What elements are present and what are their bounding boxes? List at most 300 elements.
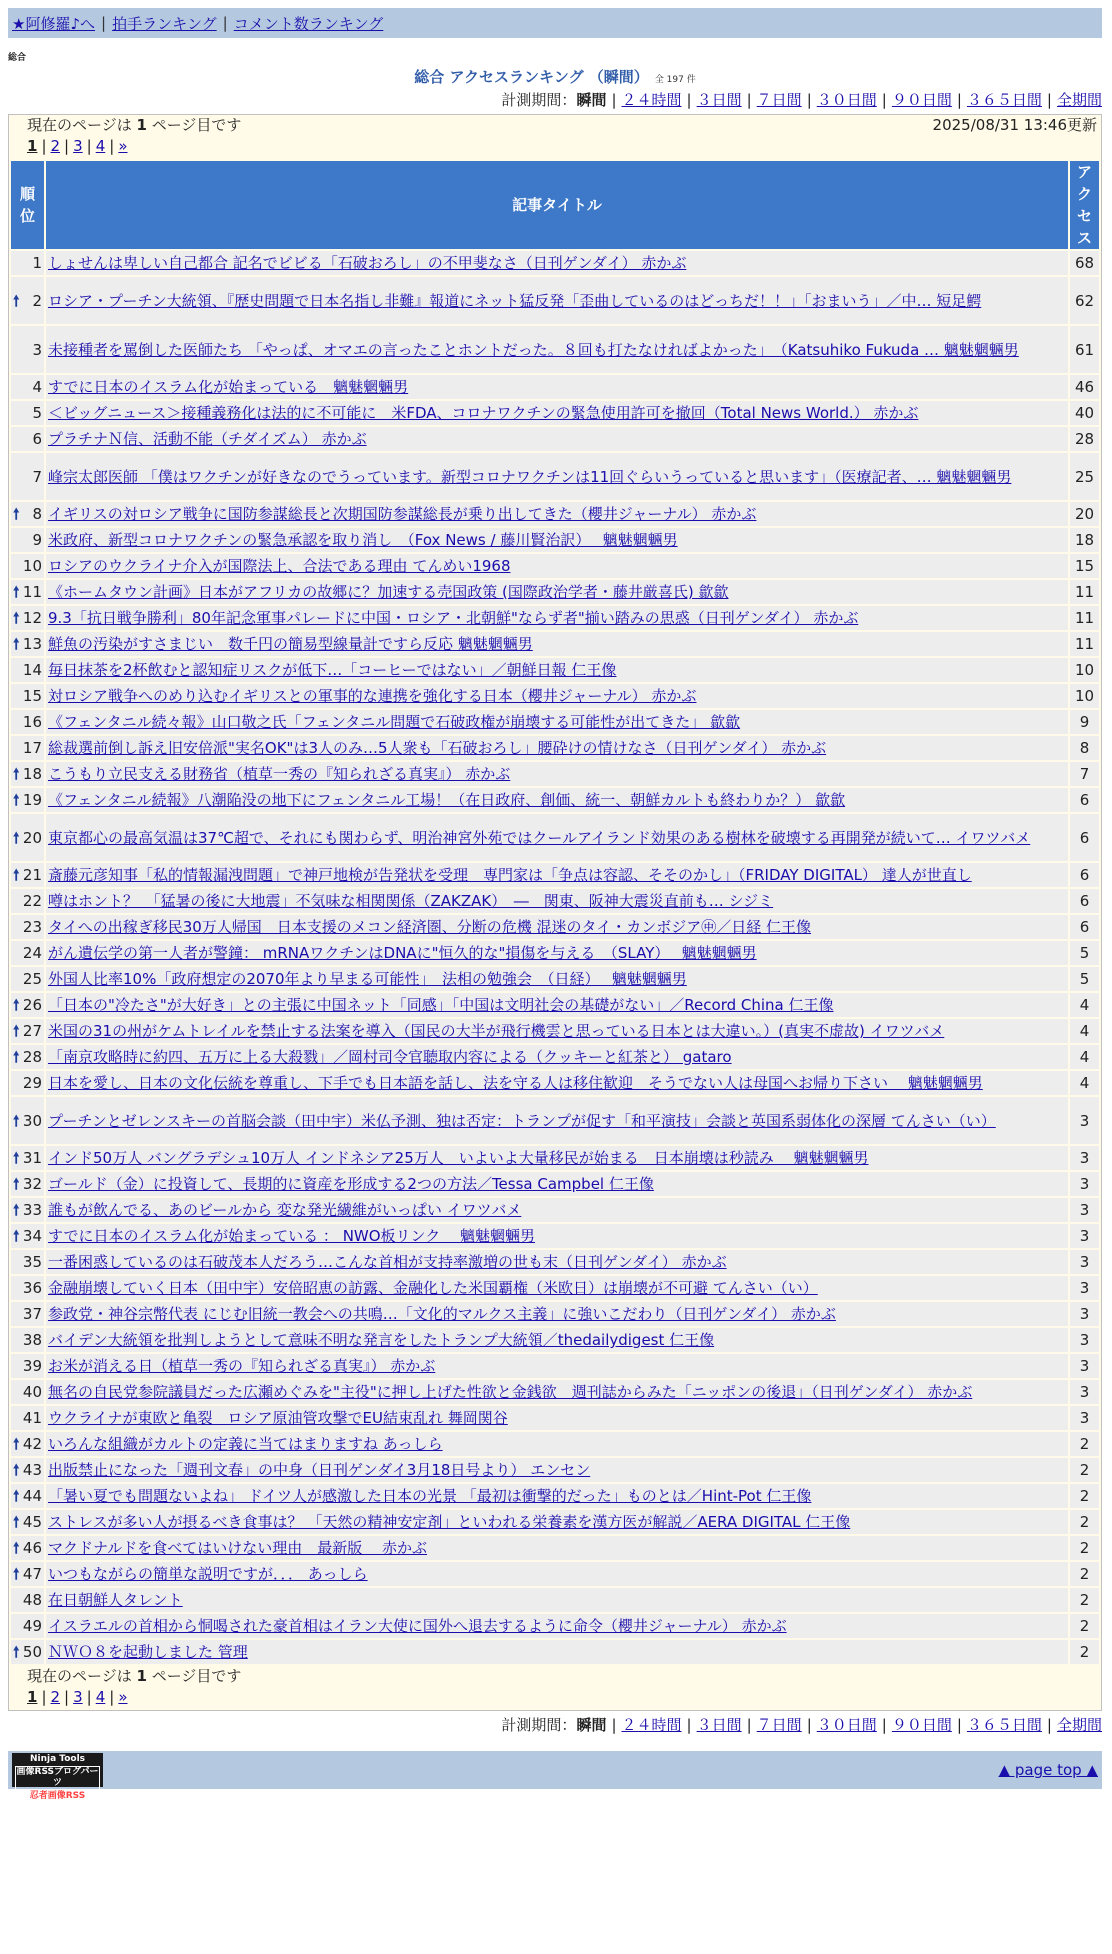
table-row [11,658,1099,682]
page-link-3[interactable]: 3 [73,137,83,155]
period-link-4[interactable]: ９０日間 [891,91,952,109]
article-link[interactable]: 一番困惑しているのは石破茂本人だろう…こんな首相が支持率激増の世も末（日刊ゲンダイ） 赤かぶ [48,1253,727,1271]
article-link[interactable]: バイデン大統領を批判しようとして意味不明な発言をしたトランプ大統領／thedailydigest 仁王像 [48,1331,715,1349]
period-link-1[interactable]: ３日間 [696,91,742,109]
separator: | [41,1688,47,1706]
access-count: 4 [1070,993,1099,1017]
home-link[interactable]: ★阿修羅♪へ [12,14,96,33]
rank-number: 15 [22,687,42,705]
table-row [11,1406,1099,1430]
period-link-2[interactable]: ７日間 [756,1716,802,1734]
rank-cell [11,1172,44,1196]
current-page-text: 現在のページは 1 ページ目です [27,116,242,134]
table-row [11,1354,1099,1378]
access-count: 3 [1070,1224,1099,1248]
separator: | [746,91,752,109]
rank-number: 42 [22,1435,42,1453]
page-title [8,66,1102,88]
article-link[interactable]: こうもり立民支える財務省（植草一秀の『知られざる真実』） 赤かぶ [48,765,511,783]
ranking-title: 総合 アクセスランキング （瞬間） [414,68,649,86]
period-link-3[interactable]: ３０日間 [816,91,877,109]
title-cell [46,941,1068,965]
title-cell [46,993,1068,1017]
title-cell [46,502,1068,526]
article-link[interactable]: すでに日本のイスラム化が始まっている ： NWO板リンク 魑魅魍魎男 [48,1227,536,1245]
access-count: 3 [1070,1097,1099,1144]
pagination-bottom [9,1686,1101,1710]
rank-cell [11,658,44,682]
rank-cell [11,1614,44,1638]
page-link-3[interactable]: 3 [73,1688,83,1706]
article-link[interactable]: 《ホームタウン計画》日本がアフリカの故郷に？加速する売国政策 (国際政治学者・藤井厳喜氏) 歙歙 [48,583,729,601]
article-link[interactable]: 日本を愛し、日本の文化伝統を尊重し、下手でも日本語を話し、法を守る人は移住歓迎 そうでない人は母国へお帰り下さい 魑魅魍魎男 [48,1074,983,1092]
access-count: 3 [1070,1250,1099,1274]
top-nav-bar [8,8,1102,38]
access-count: 40 [1070,401,1099,425]
page-current: 1 [27,137,38,155]
separator: | [109,137,115,155]
rank-cell [11,736,44,760]
article-link[interactable]: 《フェンタニル続々報》山口敬之氏「フェンタニル問題で石破政権が崩壊する可能性が出てきた」 歙歙 [48,713,741,731]
rank-cell [11,684,44,708]
ranking-box [8,114,1102,1711]
table-row [11,1432,1099,1456]
rank-cell [11,762,44,786]
access-count: 6 [1070,788,1099,812]
page-link-2[interactable]: 2 [50,137,61,155]
article-link[interactable]: 在日朝鮮人タレント [48,1591,183,1609]
rank-number: 21 [22,866,42,884]
article-link[interactable]: 9.3「抗日戦争勝利」80年記念軍事パレードに中国・ロシア・北朝鮮"ならず者"揃い踏みの思惑（日刊ゲンダイ） 赤かぶ [48,609,859,627]
access-count: 6 [1070,814,1099,861]
rank-number: 10 [22,557,42,575]
table-row [11,889,1099,913]
article-link[interactable]: 東京都心の最高気温は37℃超で、それにも関わらず、明治神宮外苑ではクールアイランド効果のある樹林を破壊する再開発が続いて… イワツバメ [48,828,1031,847]
rank-cell [11,401,44,425]
access-count: 2 [1070,1484,1099,1508]
access-count: 28 [1070,427,1099,451]
table-row [11,528,1099,552]
access-count: 11 [1070,606,1099,630]
title-cell [46,1458,1068,1482]
title-cell [46,632,1068,656]
access-count: 2 [1070,1562,1099,1586]
table-row [11,1250,1099,1274]
rank-cell [11,1224,44,1248]
table-row [11,1614,1099,1638]
table-row [11,554,1099,578]
rank-cell [11,251,44,275]
access-count: 2 [1070,1510,1099,1534]
title-cell [46,1045,1068,1069]
access-count: 6 [1070,863,1099,887]
article-link[interactable]: いつもながらの簡単な説明ですが．．． あっしら [48,1565,368,1583]
rank-up-arrow-icon: 🠕 [13,1111,20,1130]
article-link[interactable]: プラチナＮ信、活動不能（チダイズム） 赤かぶ [48,430,367,448]
article-link[interactable]: 「南京攻略時に約四、五万に上る大殺戮」／岡村司令官聴取内容による（クッキーと紅茶と） gataro [48,1048,732,1066]
rank-number: 29 [22,1074,42,1092]
period-link-6[interactable]: 全期間 [1056,91,1102,109]
table-row [11,326,1099,373]
table-row [11,1302,1099,1326]
title-cell [46,1536,1068,1560]
page-info-bottom [9,1666,1101,1686]
ranking-rows [11,251,1099,1664]
separator: | [611,91,617,109]
rank-up-arrow-icon: 🠕 [13,828,20,847]
period-link-0[interactable]: ２４時間 [621,91,682,109]
table-row [11,788,1099,812]
rank-number: 41 [22,1409,42,1427]
page-link-»[interactable]: » [118,137,128,155]
title-cell [46,1146,1068,1170]
rank-number: 24 [22,944,42,962]
access-count: 5 [1070,941,1099,965]
total-count: 全 197 件 [654,75,696,85]
article-link[interactable]: 未接種者を罵倒した医師たち 「やっぱ、オマエの言ったことホントだった。８回も打たなければよかった」 （Katsuhiko Fukuda … 魑魅魍魎男 [48,340,1019,359]
title-cell [46,1328,1068,1352]
article-link[interactable]: 米政府、新型コロナワクチンの緊急承認を取り消し （Fox News / 藤川賢治訳） 魑魅魍魎男 [48,531,678,549]
title-cell [46,863,1068,887]
title-cell [46,1302,1068,1326]
title-cell [46,326,1068,373]
rank-up-arrow-icon: 🠕 [13,1461,20,1479]
rank-cell [11,941,44,965]
table-row [11,1328,1099,1352]
access-count: 3 [1070,1146,1099,1170]
title-cell [46,1224,1068,1248]
rank-cell [11,1380,44,1404]
article-link[interactable]: 無名の自民党参院議員だった広瀬めぐみを"主役"に押し上げた性欲と金銭欲 週刊誌からみた「ニッポンの後退」（日刊ゲンダイ） 赤かぶ [48,1383,973,1401]
table-row [11,1198,1099,1222]
period-current: 瞬間 [576,91,607,109]
article-link[interactable]: お米が消える日（植草一秀の『知られざる真実』） 赤かぶ [48,1357,436,1375]
rank-cell [11,1484,44,1508]
access-count: 15 [1070,554,1099,578]
rank-cell [11,1562,44,1586]
access-count: 8 [1070,736,1099,760]
rank-up-arrow-icon: 🠕 [13,583,20,601]
rank-number: 33 [22,1201,42,1219]
rank-number: 4 [32,378,42,396]
table-row [11,427,1099,451]
separator: | [956,1716,962,1734]
title-cell [46,658,1068,682]
title-cell [46,1380,1068,1404]
period-selector-top [8,88,1102,112]
rank-cell [11,1198,44,1222]
access-count: 4 [1070,1045,1099,1069]
access-count: 4 [1070,1019,1099,1043]
rank-up-arrow-icon: 🠕 [13,1201,20,1219]
rank-up-arrow-icon: 🠕 [13,996,20,1014]
rank-number: 11 [22,583,42,601]
separator: | [222,14,228,32]
article-link[interactable]: 峰宗太郎医師 「僕はワクチンが好きなのでうっています。新型コロナワクチンは11回ぐらいうっていると思います」（医療記者、… 魑魅魍魎男 [48,467,1012,486]
rank-cell [11,1588,44,1612]
table-row [11,580,1099,604]
access-count: 46 [1070,375,1099,399]
access-count: 4 [1070,1071,1099,1095]
title-cell [46,788,1068,812]
separator: | [686,1716,692,1734]
table-row [11,736,1099,760]
title-cell [46,1406,1068,1430]
article-link[interactable]: ロシア・プーチン大統領、『歴史問題で日本名指し非難』報道にネット猛反発「歪曲しているのはどっちだ！！」「おまいう」／中… 短足鰐 [48,291,982,310]
page-link-»[interactable]: » [118,1688,128,1706]
title-cell [46,1432,1068,1456]
access-count: 3 [1070,1198,1099,1222]
period-link-4[interactable]: ９０日間 [891,1716,952,1734]
separator: | [64,1688,70,1706]
page-top-link[interactable]: ▲ page top ▲ [998,1761,1098,1779]
rank-up-arrow-icon: 🠕 [13,1149,20,1167]
article-link[interactable]: ストレスが多い人が摂るべき食事は？ 「天然の精神安定剤」といわれる栄養素を漢方医が解説／AERA DIGITAL 仁王像 [48,1513,851,1531]
title-cell [46,277,1068,324]
article-link[interactable]: 誰もが飲んでる、あのビールから 変な発光繊維がいっぱい イワツバメ [48,1201,522,1219]
article-link[interactable]: 毎日抹茶を2杯飲むと認知症リスクが低下…「コーヒーではない」／朝鮮日報 仁王像 [48,661,617,679]
rank-number: 43 [22,1461,42,1479]
article-link[interactable]: ウクライナが東欧と亀裂 ロシア原油管攻撃でEU結束乱れ 舞岡関谷 [48,1409,508,1427]
access-count: 3 [1070,1406,1099,1430]
title-cell [46,1276,1068,1300]
rank-header: 順 位 [11,161,44,249]
applause-ranking-link[interactable]: 拍手ランキング [112,14,217,33]
rank-number: 26 [22,996,42,1014]
article-link[interactable]: インド50万人 バングラデシュ10万人 インドネシア25万人 いよいよ大量移民が始まる 日本崩壊は秒読み 魑魅魍魎男 [48,1149,869,1167]
rank-cell [11,788,44,812]
table-row [11,1510,1099,1534]
article-link[interactable]: プーチンとゼレンスキーの首脳会談（田中宇）米仏予測、独は否定：トランプが促す「和平演技」会談と英国系弱体化の深層 てんさい（い） [48,1111,996,1130]
table-row [11,1172,1099,1196]
title-cell [46,528,1068,552]
rank-cell [11,1276,44,1300]
title-cell [46,1588,1068,1612]
rank-number: 27 [22,1022,42,1040]
rank-cell [11,814,44,861]
period-link-5[interactable]: ３６５日間 [966,91,1042,109]
ranking-table [9,159,1101,1666]
rank-cell [11,554,44,578]
separator: | [64,137,70,155]
page-info-top [9,115,1101,135]
article-link[interactable]: 金融崩壊していく日本（田中宇）安倍昭恵の訪露、金融化した米国覇権（米欧日）は崩壊が不可避 てんさい（い） [48,1279,818,1297]
title-cell [46,915,1068,939]
access-count: 68 [1070,251,1099,275]
access-count: 3 [1070,1380,1099,1404]
rank-number: 20 [22,828,42,847]
table-row [11,453,1099,500]
separator: | [881,91,887,109]
rank-number: 8 [32,505,42,523]
access-count: 6 [1070,889,1099,913]
article-link[interactable]: すでに日本のイスラム化が始まっている 魑魅魍魎男 [48,378,409,396]
current-page-text: 現在のページは 1 ページ目です [27,1667,242,1685]
article-link[interactable]: ＜ビッグニュース＞接種義務化は法的に不可能に 米FDA、コロナワクチンの緊急使用許可を撤回（Total News World.） 赤かぶ [48,404,919,422]
rank-number: 7 [32,467,42,486]
table-row [11,684,1099,708]
rank-cell [11,502,44,526]
rank-number: 12 [22,609,42,627]
separator: | [1046,1716,1052,1734]
rank-up-arrow-icon: 🠕 [13,1643,20,1661]
table-row [11,1380,1099,1404]
title-cell [46,1562,1068,1586]
page-link-2[interactable]: 2 [50,1688,61,1706]
article-link[interactable]: 参政党・神谷宗幣代表 にじむ旧統一教会への共鳴…「文化的マルクス主義」に強いこだわり（日刊ゲンダイ） 赤かぶ [48,1305,836,1323]
article-link[interactable]: 《フェンタニル続報》八潮陥没の地下にフェンタニル工場！（在日政府、創価、統一、朝鮮カルトも終わりか？） 歙歙 [48,791,846,809]
rank-number: 18 [22,765,42,783]
title-cell [46,1354,1068,1378]
rank-up-arrow-icon: 🠕 [13,1539,20,1557]
access-count: 20 [1070,502,1099,526]
access-count: 2 [1070,1640,1099,1664]
table-row [11,1640,1099,1664]
rank-up-arrow-icon: 🠕 [13,505,20,523]
rank-number: 40 [22,1383,42,1401]
table-row [11,1484,1099,1508]
rank-cell [11,427,44,451]
period-link-2[interactable]: ７日間 [756,91,802,109]
separator: | [86,137,92,155]
period-link-1[interactable]: ３日間 [696,1716,742,1734]
rank-cell [11,1432,44,1456]
rank-cell [11,1097,44,1144]
period-link-0[interactable]: ２４時間 [621,1716,682,1734]
genre-label: 総合 [8,53,27,63]
rank-cell [11,326,44,373]
access-count: 9 [1070,710,1099,734]
article-link[interactable]: 外国人比率10%「政府想定の2070年より早まる可能性」 法相の勉強会 （日経） 魑魅魍魎男 [48,970,687,988]
rank-cell [11,1146,44,1170]
rank-number: 31 [22,1149,42,1167]
article-link[interactable]: しょせんは卑しい自己都合 記名でビビる「石破おろし」の不甲斐なさ（日刊ゲンダイ） 赤かぶ [48,254,687,272]
article-link[interactable]: 「暑い夏でも問題ないよね」 ドイツ人が感激した日本の光景 「最初は衝撃的だった」ものとは／Hint-Pot 仁王像 [48,1487,812,1505]
table-row [11,1224,1099,1248]
article-link[interactable]: 斎藤元彦知事「私的情報漏洩問題」で神戸地検が告発状を受理 専門家は「争点は容認、そそのかし」（FRIDAY DIGITAL） 達人が世直し [48,866,972,884]
rank-number: 45 [22,1513,42,1531]
article-link[interactable]: 米国の31の州がケムトレイルを禁止する法案を導入（国民の大半が飛行機雲と思っている日本とは大違い。）(真実不虚故) イワツバメ [48,1022,945,1040]
access-count: 3 [1070,1328,1099,1352]
rank-number: 48 [22,1591,42,1609]
page [8,8,1102,1801]
separator: | [806,1716,812,1734]
access-count: 3 [1070,1302,1099,1326]
access-count: 10 [1070,658,1099,682]
table-row [11,1276,1099,1300]
rank-number: 30 [22,1111,42,1130]
title-cell [46,710,1068,734]
comment-ranking-link[interactable]: コメント数ランキング [233,14,384,33]
separator: | [746,1716,752,1734]
article-link[interactable]: ＮＷＯ８を起動しました 管理 [48,1643,248,1661]
rank-cell [11,1458,44,1482]
rank-number: 5 [32,404,42,422]
access-count: 11 [1070,632,1099,656]
rank-up-arrow-icon: 🠕 [13,1022,20,1040]
title-cell [46,967,1068,991]
title-cell [46,453,1068,500]
rank-up-arrow-icon: 🠕 [13,609,20,627]
rank-number: 35 [22,1253,42,1271]
rank-up-arrow-icon: 🠕 [13,765,20,783]
title-cell [46,1172,1068,1196]
ninja-rss-logo[interactable]: Ninja Tools 画像RSSブログパーツ 忍者画像RSS [12,1753,103,1787]
period-link-5[interactable]: ３６５日間 [966,1716,1042,1734]
access-count: 7 [1070,762,1099,786]
rank-number: 39 [22,1357,42,1375]
period-link-3[interactable]: ３０日間 [816,1716,877,1734]
table-row [11,941,1099,965]
article-link[interactable]: 対ロシア戦争へのめり込むイギリスとの軍事的な連携を強化する日本（櫻井ジャーナル） 赤かぶ [48,687,697,705]
rank-cell [11,1019,44,1043]
separator: | [881,1716,887,1734]
table-row [11,915,1099,939]
article-link[interactable]: イギリスの対ロシア戦争に国防参謀総長と次期国防参謀総長が乗り出してきた（櫻井ジャーナル） 赤かぶ [48,505,757,523]
rank-cell [11,889,44,913]
footer-bar [8,1751,1102,1801]
rank-cell [11,1354,44,1378]
table-row [11,632,1099,656]
access-count: 5 [1070,967,1099,991]
page-link-4[interactable]: 4 [95,1688,106,1706]
rank-number: 1 [32,254,42,272]
article-link[interactable]: ロシアのウクライナ介入が国際法上、合法である理由 てんめい1968 [48,557,511,575]
article-link[interactable]: ゴールド（金）に投資して、長期的に資産を形成する2つの方法／Tessa Campbel 仁王像 [48,1175,654,1193]
rank-cell [11,1071,44,1095]
rank-up-arrow-icon: 🠕 [13,1487,20,1505]
article-link[interactable]: イスラエルの首相から恫喝された豪首相はイラン大使に国外へ退去するように命令（櫻井ジャーナル） 赤かぶ [48,1617,787,1635]
title-cell [46,1097,1068,1144]
title-cell [46,1640,1068,1664]
title-cell [46,1019,1068,1043]
rank-cell [11,915,44,939]
title-cell [46,889,1068,913]
title-cell [46,762,1068,786]
access-count: 2 [1070,1432,1099,1456]
rank-cell [11,375,44,399]
table-row [11,277,1099,324]
article-link[interactable]: タイへの出稼ぎ移民30万人帰国 日本支援のメコン経済圏、分断の危機 混迷のタイ・カンボジア㊥／日経 仁王像 [48,918,812,936]
rank-up-arrow-icon: 🠕 [13,1227,20,1245]
title-cell [46,580,1068,604]
article-link[interactable]: 「日本の"冷たさ"が大好き」との主張に中国ネット「同感」「中国は文明社会の基礎がない」／Record China 仁王像 [48,996,834,1014]
rank-cell [11,606,44,630]
table-row [11,1536,1099,1560]
period-link-6[interactable]: 全期間 [1056,1716,1102,1734]
article-link[interactable]: いろんな組織がカルトの定義に当てはまりますね あっしら [48,1435,443,1453]
title-cell [46,1250,1068,1274]
article-link[interactable]: 総裁選前倒し訴え旧安倍派"実名OK"は3人のみ…5人衆も「石破おろし」腰砕けの情けなさ（日刊ゲンダイ） 赤かぶ [48,739,827,757]
rank-up-arrow-icon: 🠕 [13,1048,20,1066]
article-link[interactable]: 出版禁止になった「週刊文春」の中身（日刊ゲンダイ3月18日号より） エンセン [48,1461,591,1479]
rank-cell [11,580,44,604]
table-row [11,502,1099,526]
separator: | [806,91,812,109]
title-cell [46,606,1068,630]
page-link-4[interactable]: 4 [95,137,106,155]
article-link[interactable]: 噂はホント？ 「猛暑の後に大地震」不気味な相関関係（ZAKZAK） ― 関東、阪神大震災直前も… シジミ [48,892,774,910]
rank-up-arrow-icon: 🠕 [13,1513,20,1531]
title-cell [46,1484,1068,1508]
rank-number: 49 [22,1617,42,1635]
article-link[interactable]: マクドナルドを食べてはいけない理由 最新版 赤かぶ [48,1539,428,1557]
rank-cell [11,1640,44,1664]
title-cell [46,1071,1068,1095]
article-link[interactable]: がん遺伝学の第一人者が警鐘： mRNAワクチンはDNAに"恒久的な"損傷を与える （SLAY） 魑魅魍魎男 [48,944,757,962]
article-link[interactable]: 鮮魚の汚染がすさまじい 数千円の簡易型線量計ですら反応 魑魅魍魎男 [48,635,533,653]
title-cell [46,814,1068,861]
